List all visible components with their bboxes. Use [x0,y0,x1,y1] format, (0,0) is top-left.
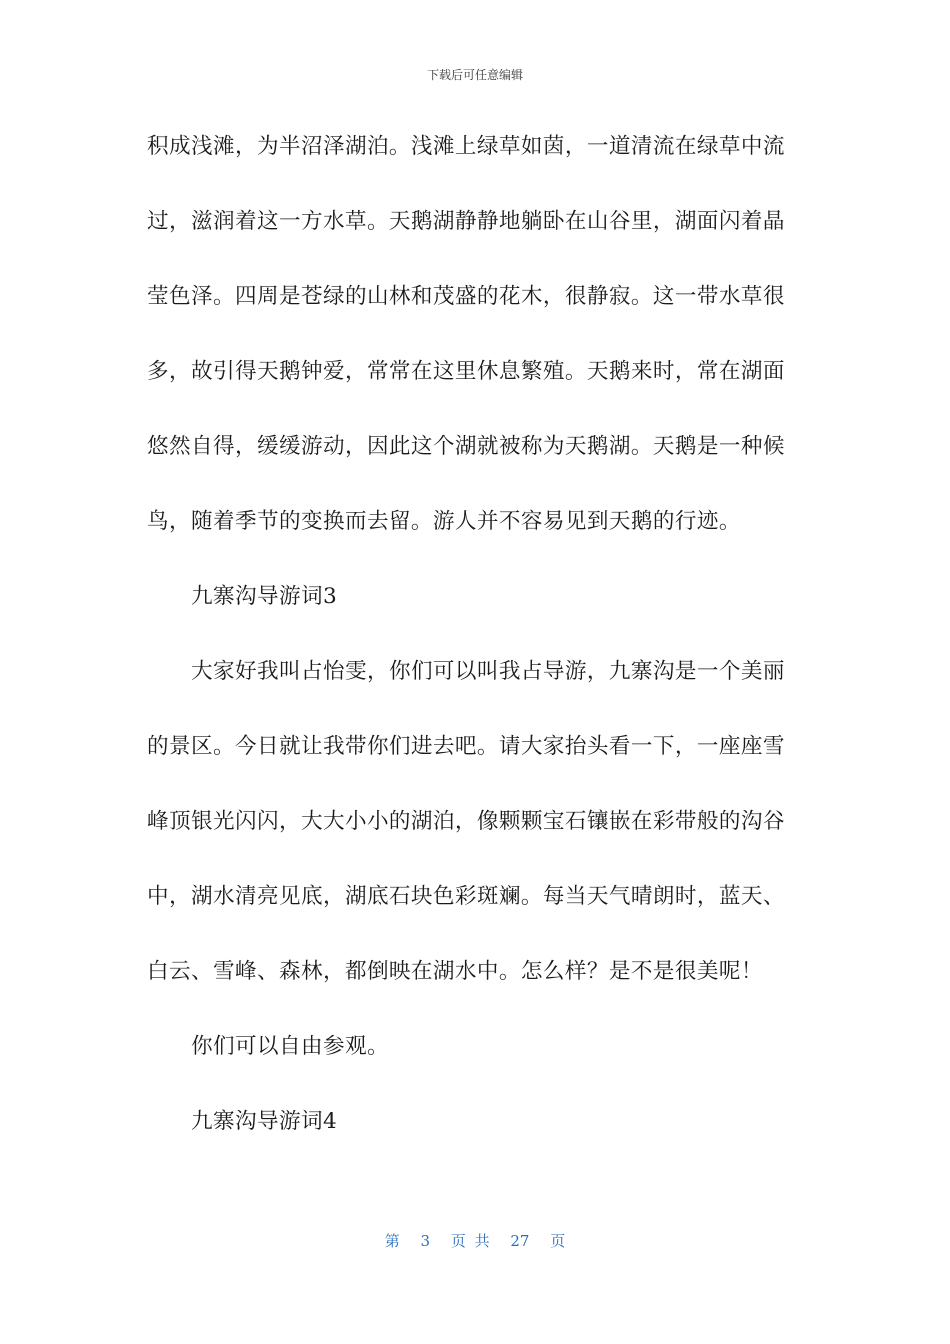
text-line: 峰顶银光闪闪，大大小小的湖泊，像颗颗宝石镶嵌在彩带般的沟谷 [147,809,785,834]
page-label-mid: 页 共 [450,1232,490,1250]
current-page-number: 3 [420,1232,431,1250]
section-heading: 九寨沟导游词3 [191,584,338,609]
section-heading: 九寨沟导游词4 [191,1109,338,1134]
page-footer [0,1230,950,1251]
text-line: 鸟，随着季节的变换而去留。游人并不容易见到天鹅的行迹。 [147,509,741,534]
text-line: 多，故引得天鹅钟爱，常常在这里休息繁殖。天鹅来时，常在湖面 [147,359,785,384]
page-label-suffix: 页 [550,1232,566,1250]
page-header: 下载后可任意编辑 [426,68,523,82]
text-line: 的景区。今日就让我带你们进去吧。请大家抬头看一下，一座座雪 [147,734,785,759]
page-label-prefix: 第 [384,1232,400,1250]
text-line: 过，滋润着这一方水草。天鹅湖静静地躺卧在山谷里，湖面闪着晶 [147,209,785,234]
total-pages-number: 27 [510,1232,530,1250]
text-line: 中，湖水清亮见底，湖底石块色彩斑斓。每当天气晴朗时，蓝天、 [147,884,785,909]
text-line: 莹色泽。四周是苍绿的山林和茂盛的花木，很静寂。这一带水草很 [147,284,785,309]
text-line: 积成浅滩，为半沼泽湖泊。浅滩上绿草如茵，一道清流在绿草中流 [147,134,785,159]
text-line: 悠然自得，缓缓游动，因此这个湖就被称为天鹅湖。天鹅是一种候 [147,434,785,459]
document-body [147,128,795,1178]
text-line: 白云、雪峰、森林，都倒映在湖水中。怎么样？是不是很美呢！ [147,959,763,984]
text-line: 你们可以自由参观。 [191,1034,389,1059]
text-line: 大家好我叫占怡雯，你们可以叫我占导游，九寨沟是一个美丽 [191,659,785,684]
